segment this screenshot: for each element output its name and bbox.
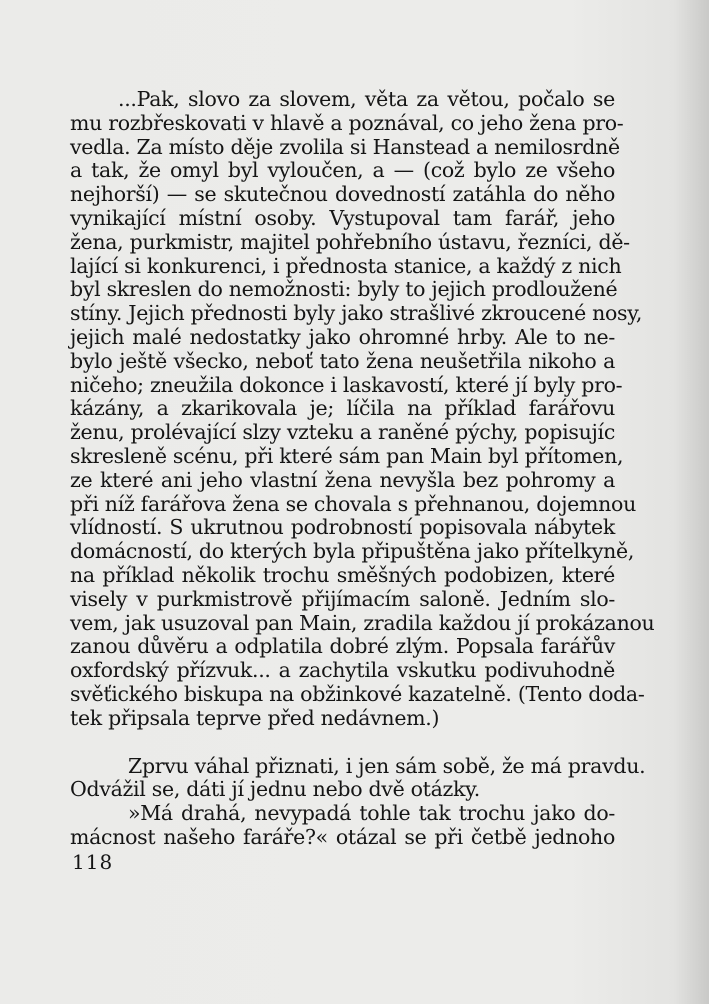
text-line: byl skreslen do nemožnosti: byly to jejich prodloužené (70, 277, 618, 302)
page-number: 118 (72, 850, 114, 874)
text-line: svěťického biskupa na obžinkové kazatelně. (Tento doda- (70, 681, 645, 706)
text-line: žena, purkmistr, majitel pohřebního ústavu, řezníci, dě- (70, 229, 630, 254)
text-line: »Má drahá, nevypadá tohle tak trochu jako do- (128, 801, 615, 826)
text-line: domácností, do kterých byla připuštěna jako přítelkyně, (70, 539, 635, 564)
text-line: Zprvu váhal přiznati, i jen sám sobě, že má pravdu. (128, 753, 646, 778)
text-line: stíny. Jejich přednosti byly jako strašlivé zkroucené nosy, (70, 301, 643, 326)
text-line: vedla. Za místo děje zvolila si Hanstead a nemilosrdně (70, 134, 620, 159)
text-line: ze které ani jeho vlastní žena nevyšla bez pohromy a (70, 467, 615, 492)
text-line: mu rozbřeskovati v hlavě a poznával, co jeho žena pro- (70, 110, 624, 135)
text-line: ženu, prolévající slzy vzteku a raněné pýchy, popisujíc (70, 420, 615, 445)
text-line: kázány, a zkarikovala je; líčila na příklad farářovu (70, 396, 615, 421)
text-line: zanou důvěru a odplatila dobré zlým. Popsala farářův (70, 634, 615, 659)
text-line: vlídností. S ukrutnou podrobností popisovala nábytek (70, 515, 615, 540)
text-line: ...Pak, slovo za slovem, věta za větou, počalo se (118, 87, 615, 111)
body-text (70, 87, 655, 850)
text-line: při níž farářova žena se chovala s přehnanou, dojemnou (70, 491, 636, 516)
text-line: jejich malé nedostatky jako ohromné hrby. Ale to ne- (70, 324, 615, 349)
text-line: Odvážil se, dáti jí jednu nebo dvě otázky. (70, 777, 480, 802)
text-line: vem, jak usuzoval pan Main, zradila každou jí prokázanou (70, 610, 655, 635)
text-line: visely v purkmistrově přijímacím saloně. Jedním slo- (70, 586, 615, 611)
text-line: mácnost našeho faráře?« otázal se při četbě jednoho (70, 824, 615, 849)
text-line: vynikající místní osoby. Vystupoval tam farář, jeho (70, 205, 615, 230)
text-line: oxfordský přízvuk... a zachytila vskutku podivuhodně (70, 658, 615, 683)
text-line: a tak, že omyl byl vyloučen, a — (což bylo ze všeho (70, 158, 615, 183)
text-line: na příklad několik trochu směšných podobizen, které (70, 562, 615, 587)
text-line: skresleně scénu, při které sám pan Main byl přítomen, (70, 443, 624, 468)
text-line: tek připsala teprve před nedávnem.) (70, 705, 440, 730)
text-line: lající si konkurenci, i přednosta stanice, a každý z nich (70, 253, 622, 278)
text-line: ničeho; zneužila dokonce i laskavostí, které jí byly pro- (70, 372, 623, 397)
text-line: bylo ještě všecko, neboť tato žena neušetřila nikoho a (70, 348, 615, 373)
text-line: nejhorší) — se skutečnou dovedností zatáhla do něho (70, 182, 615, 207)
